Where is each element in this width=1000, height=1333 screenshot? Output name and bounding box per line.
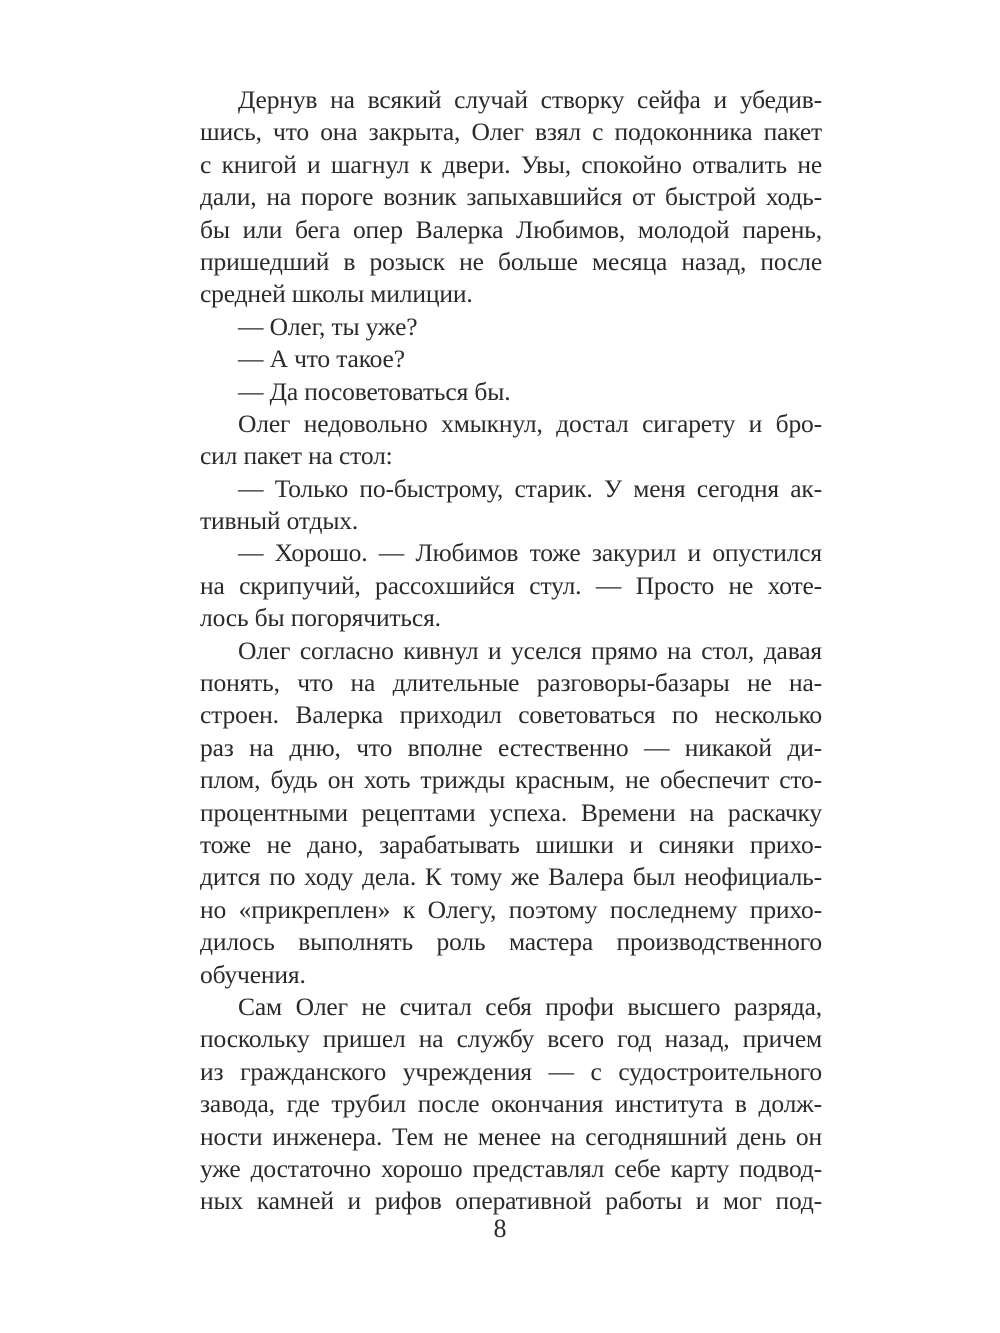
dialogue-line <box>200 376 822 408</box>
dialogue-line <box>200 537 822 634</box>
paragraph <box>200 635 822 991</box>
text-line: дали, на пороге возник запыхавшийся от быстрой ходь- <box>200 182 822 212</box>
text-line: дилось выполнять роль мастера производственного <box>200 927 822 957</box>
dialogue-line <box>200 311 822 343</box>
text-line: из гражданского учреждения — с судостроительного <box>200 1056 822 1086</box>
paragraph <box>200 84 822 311</box>
text-line: уже достаточно хорошо представлял себе карту подвод- <box>200 1153 822 1183</box>
text-line: ности инженера. Тем не менее на сегодняшний день он <box>200 1121 822 1151</box>
text-line: шись, что она закрыта, Олег взял с подоконника пакет <box>200 117 822 147</box>
text-line: Сам Олег не считал себя профи высшего разряда, <box>238 991 822 1021</box>
text-line: ных камней и рифов оперативной работы и мог под- <box>200 1186 822 1216</box>
text-line: поскольку пришел на службу всего год назад, причем <box>200 1024 822 1054</box>
text-line: завода, где трубил после окончания института в долж- <box>200 1089 822 1119</box>
text-line: лось бы погорячиться. <box>200 603 441 633</box>
text-line: но «прикреплен» к Олегу, поэтому последнему прихо- <box>200 894 822 924</box>
text-line: дится по ходу дела. К тому же Валера был неофициаль- <box>200 862 822 892</box>
text-line: обучения. <box>200 959 306 989</box>
text-line: Олег недовольно хмыкнул, достал сигарету и бро- <box>238 408 822 438</box>
text-line: — Олег, ты уже? <box>238 311 418 341</box>
text-line: процентными рецептами успеха. Времени на раскачку <box>200 797 822 827</box>
book-page-text <box>200 84 822 1218</box>
text-line: сил пакет на стол: <box>200 441 393 471</box>
text-line: бы или бега опер Валерка Любимов, молодой парень, <box>200 214 822 244</box>
text-line: Дернув на всякий случай створку сейфа и убедив- <box>238 85 822 114</box>
text-line: тивный отдых. <box>200 506 359 536</box>
text-line: тоже не дано, зарабатывать шишки и синяки прихо- <box>200 829 822 859</box>
text-line: понять, что на длительные разговоры-базары не на- <box>200 668 822 698</box>
text-line: — Хорошо. — Любимов тоже закурил и опустился <box>238 538 822 568</box>
page-number: 8 <box>493 1214 507 1243</box>
text-line: — А что такое? <box>238 344 405 374</box>
text-line: пришедший в розыск не больше месяца назад, после <box>200 246 822 276</box>
text-line: — Да посоветоваться бы. <box>238 376 511 406</box>
dialogue-line <box>200 473 822 538</box>
dialogue-line <box>200 343 822 375</box>
paragraph <box>200 408 822 473</box>
text-line: Олег согласно кивнул и уселся прямо на стол, давая <box>238 635 822 665</box>
text-line: с книгой и шагнул к двери. Увы, спокойно отвалить не <box>200 149 822 179</box>
text-line: на скрипучий, рассохшийся стул. — Просто не хоте- <box>200 570 822 600</box>
text-line: раз на дню, что вполне естественно — никакой ди- <box>200 732 822 762</box>
text-line: средней школы милиции. <box>200 279 473 309</box>
paragraph <box>200 991 822 1218</box>
text-line: — Только по-быстрому, старик. У меня сегодня ак- <box>238 473 822 503</box>
text-line: строен. Валерка приходил советоваться по несколько <box>200 700 822 730</box>
text-line: плом, будь он хоть трижды красным, не обеспечит сто- <box>200 765 822 795</box>
